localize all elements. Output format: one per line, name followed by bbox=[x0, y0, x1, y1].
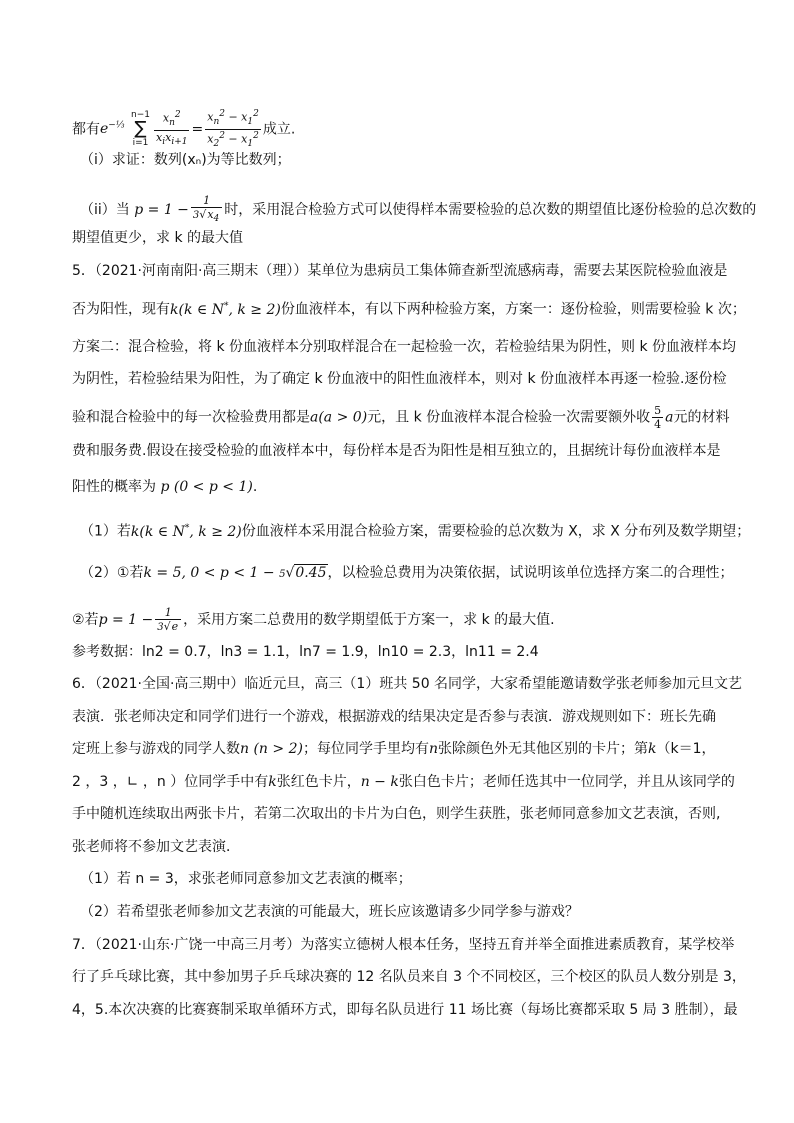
q5-line-1: 5．（2021·河南南阳·高三期末（理））某单位为患病员工集体筛查新型流感病毒，需要去某医院检验血液是 bbox=[72, 263, 728, 279]
formula-k5: k = 5, 0 < p < 1 − 5√0.45 bbox=[143, 565, 327, 581]
q5-line-10: ②若p = 1 − $\frac{1}{3√e}$ ，采用方案二总费用的数学期望低于方案一，求 k 的最大值. bbox=[72, 606, 555, 633]
q5-line-6: 费和服务费.假设在接受检验的血液样本中，每份样本是否为阳性是相互独立的，且据统计每份血液样本是 bbox=[72, 443, 721, 459]
q6-line-3: 定班上参与游戏的同学人数n (n > 2)；每位同学手里均有n张除颜色外无其他区别的卡片；第k（k＝1， bbox=[72, 741, 716, 757]
q6-line-2: 表演．张老师决定和同学们进行一个游戏，根据游戏的结果决定是否参与表演．游戏规则如下：班长先确 bbox=[72, 709, 716, 725]
q5-line-3: 方案二：混合检验，将 k 份血液样本分别取样混合在一起检验一次，若检验结果为阴性，则 k 份血液样本均 bbox=[72, 339, 737, 355]
formula-a: a(a > 0) bbox=[310, 409, 368, 426]
formula-p-range: p (0 < p < 1) bbox=[156, 479, 253, 495]
prev-line-1: 都有$e^{-\frac{1}{3}}$ n−1 ∑ i=1 $\frac{x_n^2}{x_ix_{i+1}}$ = $\frac{x_n^2 - x_1^2}{x_2^2 - x_1^2}$ 成立. bbox=[72, 109, 296, 149]
formula-n-gt-2: n (n > 2) bbox=[240, 741, 303, 757]
prev-line-2: （i）求证：数列(xₙ)为等比数列； bbox=[80, 152, 291, 168]
formula-e-power: $e^{-\frac{1}{3}}$ bbox=[100, 120, 125, 138]
q5-line-7: 阳性的概率为 p (0 < p < 1). bbox=[72, 479, 258, 495]
q6-line-1: 6．（2021·全国·高三期中）临近元旦，高三（1）班共 50 名同学，大家希望能邀请数学张老师参加元旦文艺 bbox=[72, 676, 743, 692]
q5-line-8: （1）若k(k ∈ N*, k ≥ 2)份血液样本采用混合检验方案，需要检验的总次数为 X，求 X 分布列及数学期望； bbox=[80, 523, 751, 540]
formula-frac-a: $\frac{x_n^2}{x_ix_{i+1}}$ bbox=[156, 110, 188, 148]
formula-n-minus-k: n − k bbox=[360, 774, 399, 790]
q5-line-9: （2）①若k = 5, 0 < p < 1 − 5√0.45，以检验总费用为决策依据，试说明该单位选择方案二的合理性； bbox=[80, 565, 734, 581]
prev-line-4: 期望值更少，求 k 的最大值 bbox=[72, 230, 244, 246]
formula-five-fourths: $\frac{5}{4}$ bbox=[654, 404, 662, 431]
q6-line-4: 2 ，3 ，∟ ，n ）位同学手中有k张红色卡片，n − k张白色卡片；老师任选其中一位同学，并且从该同学的 bbox=[72, 774, 735, 790]
formula-frac-b: $\frac{x_n^2 - x_1^2}{x_2^2 - x_1^2}$ bbox=[207, 109, 259, 149]
formula-p-frac: $\frac{1}{3√x_4}$ bbox=[191, 194, 222, 226]
q6-line-6: 张老师将不参加文艺表演． bbox=[72, 839, 240, 855]
formula-p: p = 1 − bbox=[129, 202, 189, 219]
formula-k-set: k(k ∈ N*, k ≥ 2) bbox=[170, 301, 281, 318]
formula-k-set-2: k(k ∈ N*, k ≥ 2) bbox=[130, 523, 242, 540]
q7-line-1: 7．（2021·山东·广饶一中高三月考）为落实立德树人根本任务，坚持五育并举全面推进素质教育，某学校举 bbox=[72, 937, 735, 953]
q6-line-8: （2）若希望张老师参加文艺表演的可能最大，班长应该邀请多少同学参与游戏？ bbox=[80, 904, 579, 920]
formula-sum: n−1 ∑ i=1 bbox=[131, 110, 150, 149]
formula-p-e-frac: $\frac{1}{3√e}$ bbox=[155, 606, 181, 634]
q5-line-4: 为阴性，若检验结果为阳性，为了确定 k 份血液中的阳性血液样本，则对 k 份血液样本再逐一检验.逐份检 bbox=[72, 371, 727, 387]
q7-line-2: 行了乒乓球比赛，其中参加男子乒乓球决赛的 12 名队员来自 3 个不同校区，三个校区的队员人数分别是 3， bbox=[72, 969, 746, 985]
q7-line-3: 4，5.本次决赛的比赛赛制采取单循环方式，即每名队员进行 11 场比赛（每场比赛都采取 5 局 3 胜制），最 bbox=[72, 1002, 738, 1018]
q5-reference-data: 参考数据：ln2 = 0.7，ln3 = 1.1，ln7 = 1.9，ln10 = 2.3，ln11 = 2.4 bbox=[72, 644, 539, 660]
q5-line-2: 否为阳性，现有k(k ∈ N*, k ≥ 2)份血液样本，有以下两种检验方案，方案一：逐份检验，则需要检验 k 次； bbox=[72, 301, 746, 318]
prev-line-3: （ii）当 p = 1 − $\frac{1}{3√x_4}$ 时，采用混合检验方式可以使得样本需要检验的总次数的期望值比逐份检验的总次数的 bbox=[80, 194, 757, 225]
q6-line-7: （1）若 n = 3，求张老师同意参加文艺表演的概率； bbox=[80, 871, 412, 887]
q5-line-5: 验和混合检验中的每一次检验费用都是a(a > 0)元，且 k 份血液样本混合检验一次需要额外收 $\frac{5}{4}$ a元的材料 bbox=[72, 404, 730, 431]
q6-line-5: 手中随机连续取出两张卡片，若第二次取出的卡片为白色，则学生获胜，张老师同意参加文艺表演，否则, bbox=[72, 806, 721, 822]
formula-p-e: p = 1 − bbox=[98, 612, 154, 628]
